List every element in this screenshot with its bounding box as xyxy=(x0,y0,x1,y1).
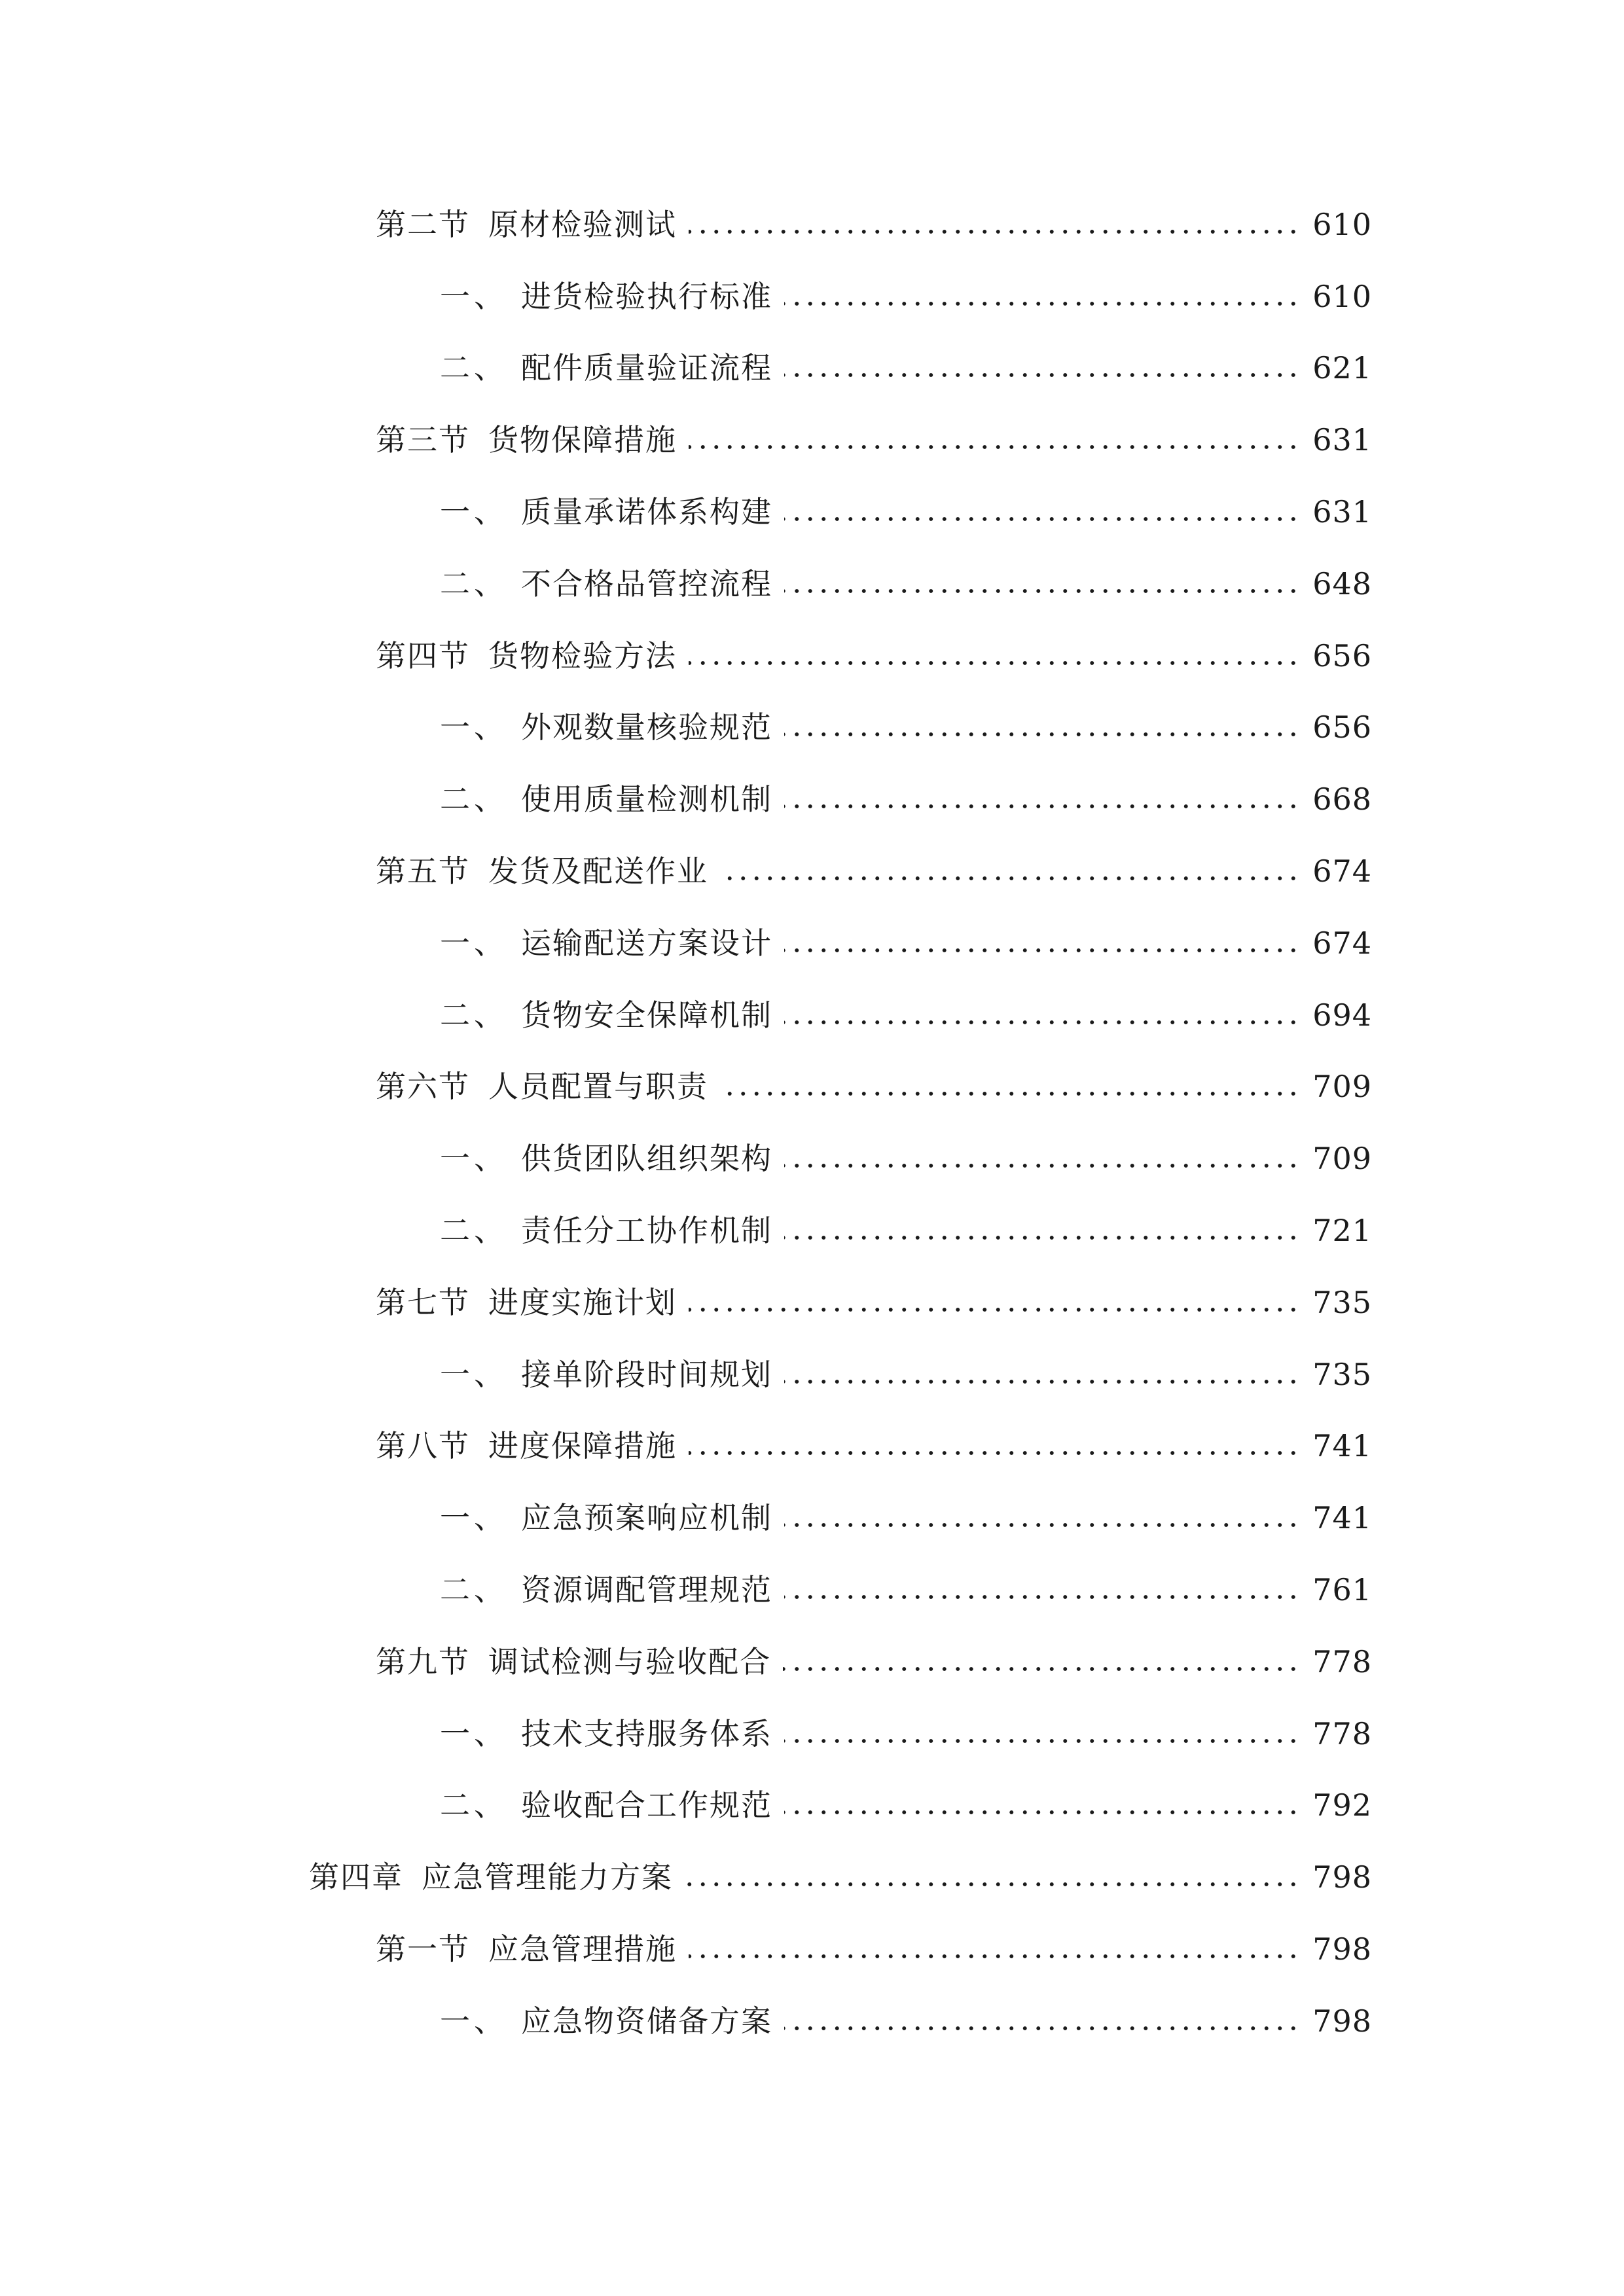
toc-dot-leader xyxy=(784,1163,1300,1168)
toc-entry-title: 接单阶段时间规划 xyxy=(521,1356,772,1392)
toc-page-number: 798 xyxy=(1312,1859,1372,1895)
toc-entry[interactable] xyxy=(0,1770,1624,1842)
toc-entry[interactable] xyxy=(0,1051,1624,1123)
toc-entry-title: 调试检测与验收配合 xyxy=(488,1643,771,1679)
toc-dot-leader xyxy=(784,516,1300,522)
toc-entry-number: 一、 xyxy=(440,709,508,745)
toc-dot-leader xyxy=(784,1522,1300,1528)
toc-dot-leader xyxy=(689,1450,1300,1456)
toc-page-number: 741 xyxy=(1312,1428,1372,1464)
toc-entry-number: 二、 xyxy=(440,997,508,1033)
toc-page-number: 631 xyxy=(1312,494,1372,530)
toc-entry-number: 第四章 xyxy=(309,1859,403,1895)
toc-entry[interactable] xyxy=(0,1482,1624,1554)
toc-entry-number: 一、 xyxy=(440,1500,508,1536)
toc-entry[interactable] xyxy=(0,260,1624,332)
toc-entry-title: 发货及配送作业 xyxy=(488,853,708,889)
toc-entry-title: 使用质量检测机制 xyxy=(521,781,772,817)
table-of-contents xyxy=(0,188,1624,2057)
toc-entry-number: 一、 xyxy=(440,1356,508,1392)
toc-entry[interactable] xyxy=(0,1338,1624,1410)
toc-entry[interactable] xyxy=(0,188,1624,260)
toc-page-number: 798 xyxy=(1312,2003,1372,2039)
toc-dot-leader xyxy=(784,948,1300,953)
toc-dot-leader xyxy=(784,1020,1300,1025)
toc-entry-number: 第一节 xyxy=(376,1931,470,1967)
toc-page-number: 709 xyxy=(1312,1141,1372,1177)
toc-dot-leader xyxy=(689,229,1300,234)
toc-entry-number: 第二节 xyxy=(376,206,470,242)
toc-entry[interactable] xyxy=(0,1841,1624,1913)
toc-entry-title: 运输配送方案设计 xyxy=(521,925,772,961)
toc-entry-number: 二、 xyxy=(440,1572,508,1608)
toc-entry[interactable] xyxy=(0,835,1624,907)
toc-dot-leader xyxy=(784,804,1300,809)
toc-entry-number: 一、 xyxy=(440,1715,508,1751)
toc-entry-title: 货物保障措施 xyxy=(488,422,677,458)
toc-entry-number: 一、 xyxy=(440,1141,508,1177)
toc-dot-leader xyxy=(784,1738,1300,1744)
toc-entry-number: 一、 xyxy=(440,925,508,961)
toc-entry-title: 应急物资储备方案 xyxy=(521,2003,772,2039)
toc-entry-title: 供货团队组织架构 xyxy=(521,1141,772,1177)
toc-entry[interactable] xyxy=(0,763,1624,835)
toc-entry[interactable] xyxy=(0,1698,1624,1770)
toc-entry-number: 第九节 xyxy=(376,1643,470,1679)
toc-entry-title: 货物检验方法 xyxy=(488,637,677,673)
toc-dot-leader xyxy=(720,876,1300,881)
toc-dot-leader xyxy=(685,1882,1300,1887)
toc-entry-title: 外观数量核验规范 xyxy=(521,709,772,745)
toc-entry-number: 二、 xyxy=(440,1787,508,1823)
toc-entry-number: 二、 xyxy=(440,1213,508,1249)
toc-dot-leader xyxy=(720,1091,1300,1096)
toc-page-number: 778 xyxy=(1312,1643,1372,1679)
toc-entry-number: 第七节 xyxy=(376,1284,470,1320)
toc-entry-number: 二、 xyxy=(440,565,508,601)
toc-page-number: 631 xyxy=(1312,422,1372,458)
toc-entry-title: 原材检验测试 xyxy=(488,206,677,242)
toc-entry-title: 应急预案响应机制 xyxy=(521,1500,772,1536)
toc-entry-title: 验收配合工作规范 xyxy=(521,1787,772,1823)
toc-page-number: 792 xyxy=(1312,1787,1372,1823)
toc-entry[interactable] xyxy=(0,476,1624,548)
toc-entry[interactable] xyxy=(0,1122,1624,1194)
toc-entry-number: 第六节 xyxy=(376,1069,470,1105)
toc-entry[interactable] xyxy=(0,1194,1624,1266)
toc-entry-number: 一、 xyxy=(440,278,508,314)
toc-entry[interactable] xyxy=(0,1913,1624,1985)
toc-entry-number: 第五节 xyxy=(376,853,470,889)
toc-dot-leader xyxy=(784,301,1300,306)
toc-page-number: 621 xyxy=(1312,350,1372,386)
toc-dot-leader xyxy=(784,2026,1300,2031)
toc-page-number: 674 xyxy=(1312,853,1372,889)
toc-entry-number: 第八节 xyxy=(376,1428,470,1464)
toc-entry[interactable] xyxy=(0,620,1624,692)
toc-dot-leader xyxy=(689,1307,1300,1312)
toc-entry-title: 进度保障措施 xyxy=(488,1428,677,1464)
toc-entry-title: 不合格品管控流程 xyxy=(521,565,772,601)
toc-entry-number: 一、 xyxy=(440,2003,508,2039)
toc-page-number: 761 xyxy=(1312,1572,1372,1608)
toc-page-number: 778 xyxy=(1312,1715,1372,1751)
toc-entry-title: 应急管理措施 xyxy=(488,1931,677,1967)
toc-dot-leader xyxy=(784,1235,1300,1240)
toc-entry-title: 技术支持服务体系 xyxy=(521,1715,772,1751)
toc-entry-title: 资源调配管理规范 xyxy=(521,1572,772,1608)
toc-dot-leader xyxy=(784,372,1300,378)
toc-entry-title: 责任分工协作机制 xyxy=(521,1213,772,1249)
toc-dot-leader xyxy=(784,732,1300,737)
toc-dot-leader xyxy=(689,1954,1300,1959)
toc-entry-number: 二、 xyxy=(440,781,508,817)
toc-entry-title: 质量承诺体系构建 xyxy=(521,494,772,530)
toc-entry[interactable] xyxy=(0,692,1624,764)
toc-entry[interactable] xyxy=(0,1266,1624,1338)
toc-page-number: 674 xyxy=(1312,925,1372,961)
toc-entry[interactable] xyxy=(0,1410,1624,1482)
toc-entry-title: 应急管理能力方案 xyxy=(422,1859,673,1895)
toc-page-number: 648 xyxy=(1312,565,1372,601)
toc-entry[interactable] xyxy=(0,1985,1624,2057)
toc-entry[interactable] xyxy=(0,332,1624,404)
toc-entry-title: 进货检验执行标准 xyxy=(521,278,772,314)
toc-entry-title: 配件质量验证流程 xyxy=(521,350,772,386)
toc-entry[interactable] xyxy=(0,907,1624,979)
toc-entry-title: 货物安全保障机制 xyxy=(521,997,772,1033)
toc-entry[interactable] xyxy=(0,548,1624,620)
toc-page-number: 735 xyxy=(1312,1284,1372,1320)
toc-dot-leader xyxy=(784,1379,1300,1384)
toc-page-number: 709 xyxy=(1312,1069,1372,1105)
toc-entry[interactable] xyxy=(0,1626,1624,1698)
toc-dot-leader xyxy=(689,660,1300,666)
toc-dot-leader xyxy=(783,1666,1300,1672)
toc-dot-leader xyxy=(784,1594,1300,1600)
toc-page-number: 741 xyxy=(1312,1500,1372,1536)
toc-entry[interactable] xyxy=(0,404,1624,476)
toc-entry[interactable] xyxy=(0,1554,1624,1626)
toc-dot-leader xyxy=(689,444,1300,450)
toc-page-number: 735 xyxy=(1312,1356,1372,1392)
toc-entry-title: 人员配置与职责 xyxy=(488,1069,708,1105)
toc-entry-number: 一、 xyxy=(440,494,508,530)
toc-entry-number: 第三节 xyxy=(376,422,470,458)
toc-page-number: 656 xyxy=(1312,637,1372,673)
toc-page-number: 694 xyxy=(1312,997,1372,1033)
toc-entry-number: 二、 xyxy=(440,350,508,386)
toc-entry-number: 第四节 xyxy=(376,637,470,673)
toc-page-number: 798 xyxy=(1312,1931,1372,1967)
toc-page-number: 610 xyxy=(1312,206,1372,242)
toc-page-number: 610 xyxy=(1312,278,1372,314)
toc-page-number: 656 xyxy=(1312,709,1372,745)
toc-dot-leader xyxy=(784,588,1300,594)
toc-dot-leader xyxy=(784,1810,1300,1815)
toc-entry[interactable] xyxy=(0,979,1624,1051)
toc-page-number: 721 xyxy=(1312,1213,1372,1249)
toc-page-number: 668 xyxy=(1312,781,1372,817)
toc-entry-title: 进度实施计划 xyxy=(488,1284,677,1320)
